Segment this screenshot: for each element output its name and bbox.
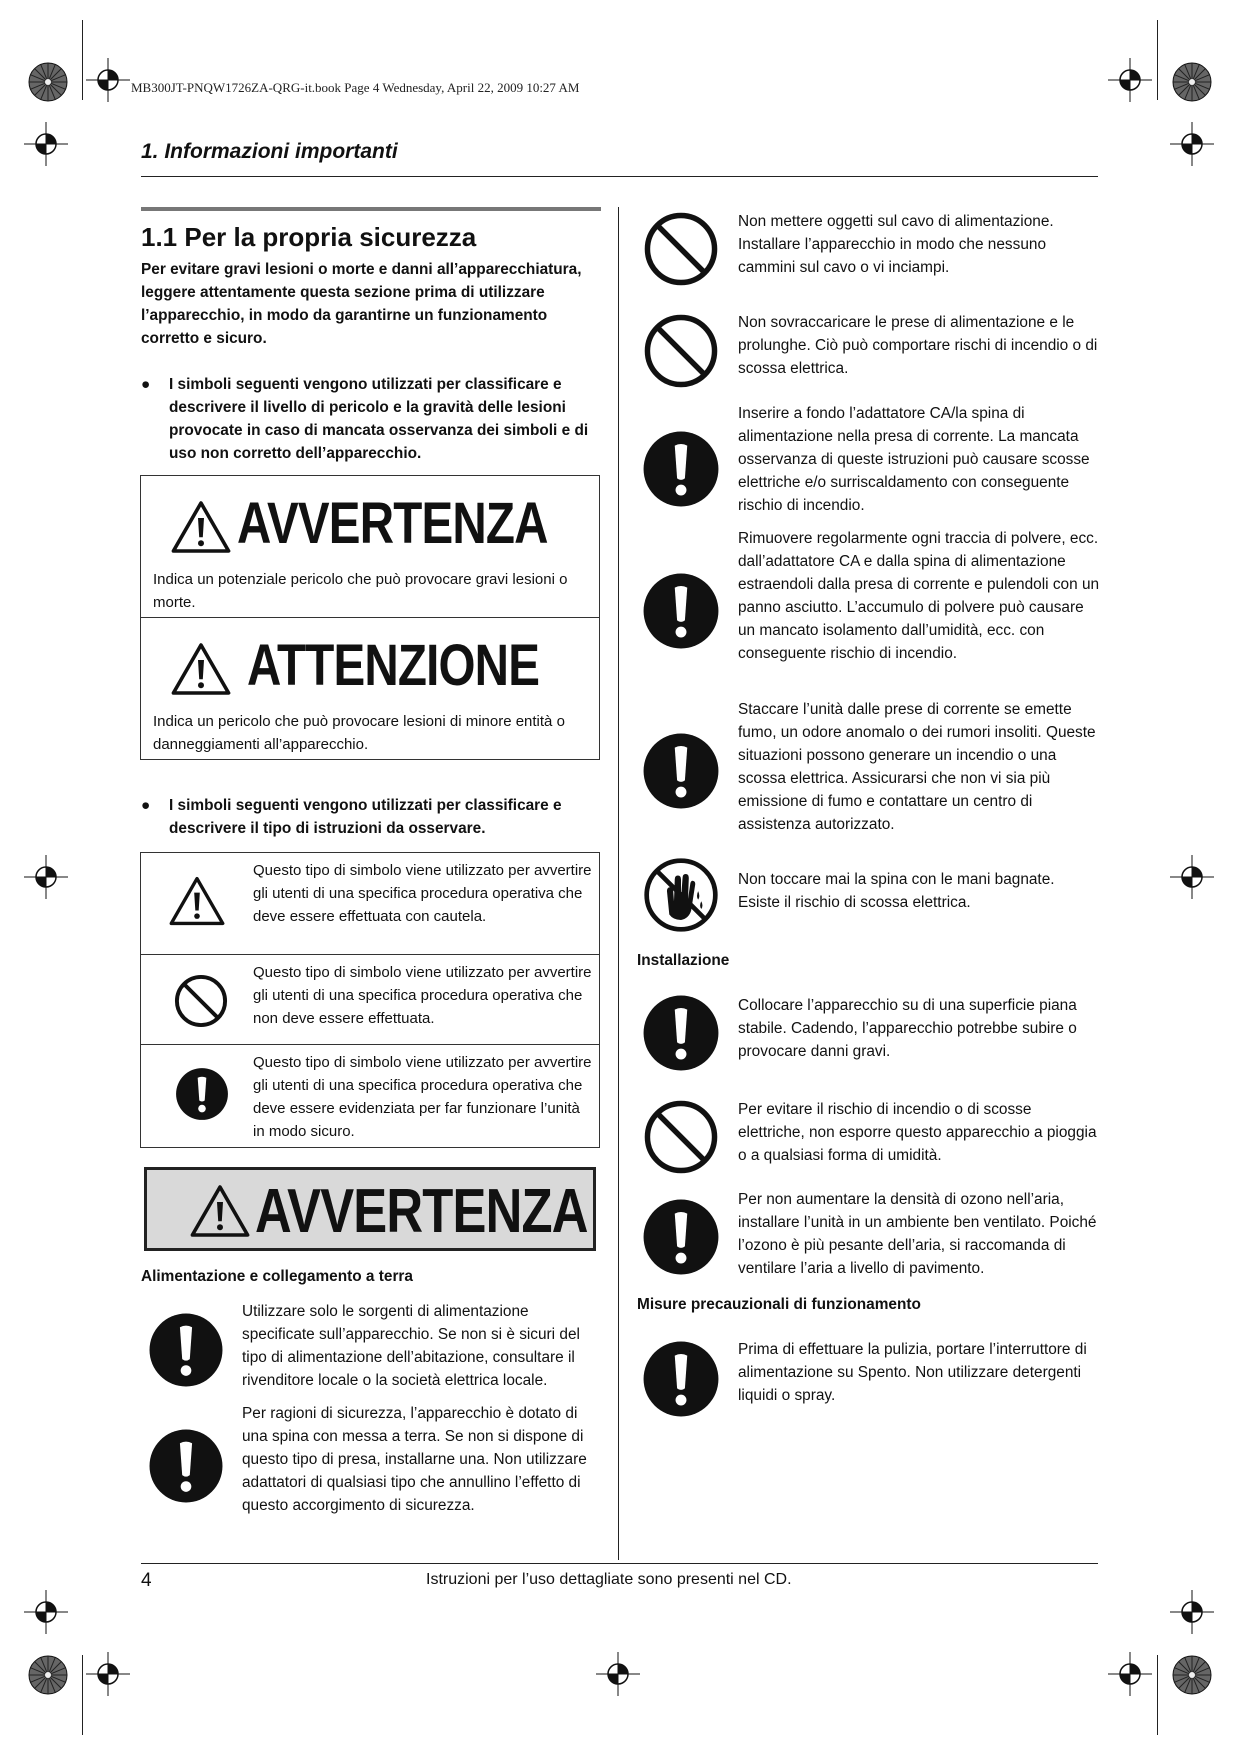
table-row	[140, 1044, 600, 1148]
power-item-text: Per ragioni di sicurezza, l’apparecchio è dotato di una spina con messa a terra. Se non si dispone di questo tipo di presa, installarne una. Non utilizzare adattatori di qualsiasi tipo che annullino l’effetto di questo accorgimento di sicurezza.	[242, 1405, 587, 1514]
bullet-dot: ●	[141, 797, 151, 814]
registration-mark-icon	[1108, 1652, 1152, 1696]
section-title: 1.1 Per la propria sicurezza	[141, 222, 477, 252]
bullet-dot: ●	[141, 376, 151, 393]
color-target-icon	[28, 1655, 68, 1695]
no-wet-hands-icon	[642, 856, 720, 934]
mandatory-icon	[642, 994, 720, 1072]
symbol-table	[140, 852, 600, 1148]
header-rule	[141, 176, 1098, 177]
installation-item-text: Collocare l’apparecchio su di una superficie piana stabile. Cadendo, l’apparecchio potrebbe subire o provocare danni gravi.	[738, 997, 1077, 1060]
chapter-title: 1. Informazioni importanti	[141, 140, 398, 163]
page-number: 4	[141, 1570, 152, 1591]
power-item-text: Utilizzare solo le sorgenti di alimentazione specificate sull’apparecchio. Se non si è sicuri del tipo di alimentazione dell’abitazione, consultare il rivenditore locale o la società elettrica locale.	[242, 1303, 580, 1389]
installation-item-text: Per evitare il rischio di incendio o di scosse elettriche, non esporre questo apparecchio a pioggia o a qualsiasi forma di umidità.	[738, 1101, 1097, 1164]
operation-heading: Misure precauzionali di funzionamento	[637, 1296, 921, 1313]
section-rule	[141, 207, 601, 211]
right-item-text: Non sovraccaricare le prese di alimentazione e le prolunghe. Ciò può comportare rischi di incendio o di scossa elettrica.	[738, 314, 1098, 377]
registration-mark-icon	[1170, 122, 1214, 166]
warning-banner	[144, 1167, 596, 1251]
warning-triangle-icon	[169, 875, 225, 927]
signal-word-warning-box	[140, 475, 600, 618]
registration-mark-icon	[24, 855, 68, 899]
section-intro: Per evitare gravi lesioni o morte e danni all’apparecchiatura, leggere attentamente questa sezione prima di utilizzare l’apparecchio, in modo da garantirne un funzionamento corretto e sicuro.	[141, 261, 582, 347]
crop-mark	[1157, 20, 1158, 100]
registration-mark-icon	[24, 1590, 68, 1634]
registration-mark-icon	[1170, 1590, 1214, 1634]
mandatory-icon	[148, 1428, 224, 1504]
color-target-icon	[28, 62, 68, 102]
installation-heading: Installazione	[637, 952, 730, 969]
symbol-description: Questo tipo di simbolo viene utilizzato per avvertire gli utenti di una specifica procedura operativa che non deve essere effettuata.	[253, 964, 592, 1027]
footer-note: Istruzioni per l’uso dettagliate sono presenti nel CD.	[426, 1571, 792, 1588]
registration-mark-icon	[1170, 855, 1214, 899]
mandatory-icon	[175, 1067, 229, 1121]
table-row	[140, 954, 600, 1045]
warning-triangle-icon	[171, 500, 231, 554]
table-row	[140, 852, 600, 955]
symbol-description: Questo tipo di simbolo viene utilizzato per avvertire gli utenti di una specifica procedura operativa che deve essere evidenziata per far funzionare l’unità in modo sicuro.	[253, 1054, 592, 1140]
bullet-1	[141, 373, 601, 468]
crop-mark	[82, 20, 83, 100]
bullet-text: I simboli seguenti vengono utilizzati per classificare e descrivere il tipo di istruzioni da osservare.	[169, 797, 562, 837]
signal-word-caution-box	[140, 617, 600, 760]
mandatory-icon	[642, 1198, 720, 1276]
crop-mark	[82, 1655, 83, 1735]
symbol-description: Questo tipo di simbolo viene utilizzato per avvertire gli utenti di una specifica procedura operativa che deve essere effettuata con cautela.	[253, 862, 592, 925]
registration-mark-icon	[86, 58, 130, 102]
warning-banner-word: AVVERTENZA	[255, 1177, 588, 1246]
prohibition-icon	[173, 973, 229, 1029]
signal-description: Indica un potenziale pericolo che può provocare gravi lesioni o morte.	[153, 571, 568, 611]
footer-rule	[141, 1563, 1098, 1564]
color-target-icon	[1172, 62, 1212, 102]
registration-mark-icon	[596, 1652, 640, 1696]
color-target-icon	[1172, 1655, 1212, 1695]
warning-triangle-icon	[189, 1184, 251, 1238]
right-item-text: Non toccare mai la spina con le mani bagnate. Esiste il rischio di scossa elettrica.	[738, 871, 1055, 911]
right-item-text: Non mettere oggetti sul cavo di alimentazione. Installare l’apparecchio in modo che nessuno cammini sul cavo o vi inciampi.	[738, 213, 1054, 276]
mandatory-icon	[642, 1340, 720, 1418]
warning-triangle-icon	[171, 642, 231, 696]
signal-word: ATTENZIONE	[247, 633, 540, 698]
mandatory-icon	[148, 1312, 224, 1388]
column-divider	[618, 207, 619, 1560]
signal-word: AVVERTENZA	[237, 491, 548, 556]
right-item-text: Inserire a fondo l’adattatore CA/la spina di alimentazione nella presa di corrente. La mancata osservanza di queste istruzioni può causare scosse elettriche e/o surriscaldamento con conseguente rischio di incendio.	[738, 405, 1090, 514]
registration-mark-icon	[1108, 58, 1152, 102]
operation-item-text: Prima di effettuare la pulizia, portare l’interruttore di alimentazione su Spento. Non utilizzare detergenti liquidi o spray.	[738, 1341, 1087, 1404]
registration-mark-icon	[86, 1652, 130, 1696]
power-section-heading: Alimentazione e collegamento a terra	[141, 1268, 413, 1285]
installation-item-text: Per non aumentare la densità di ozono nell’aria, installare l’unità in un ambiente ben ventilato. Poiché l’ozono è più pesante dell’aria, si raccomanda di ventilare l’aria a livello di pavimento.	[738, 1191, 1097, 1277]
signal-description: Indica un pericolo che può provocare lesioni di minore entità o danneggiamenti all’apparecchio.	[153, 713, 565, 753]
prohibition-icon	[642, 312, 720, 390]
mandatory-icon	[642, 430, 720, 508]
right-item-text: Rimuovere regolarmente ogni traccia di polvere, ecc. dall’adattatore CA e dalla spina di alimentazione estraendoli dalla presa di corrente e pulendoli con un panno asciutto. L’accumulo di polvere può causare un mancato isolamento dall’umidità, ecc. con conseguente rischio di incendio.	[738, 530, 1100, 662]
crop-mark	[1157, 1655, 1158, 1735]
right-item-text: Staccare l’unità dalle prese di corrente se emette fumo, un odore anomalo o dei rumori insoliti. Queste situazioni possono generare un incendio o una scossa elettrica. Assicurarsi che non vi sia più emissione di fumo e contattare un centro di assistenza autorizzato.	[738, 701, 1096, 833]
prohibition-icon	[642, 1098, 720, 1176]
bullet-text: I simboli seguenti vengono utilizzati per classificare e descrivere il livello di pericolo e la gravità delle lesioni provocate in caso di mancata osservanza dei simboli e di uso non corretto dell’apparecchio.	[169, 376, 589, 462]
registration-mark-icon	[24, 122, 68, 166]
file-info: MB300JT-PNQW1726ZA-QRG-it.book Page 4 Wednesday, April 22, 2009 10:27 AM	[131, 80, 580, 95]
mandatory-icon	[642, 732, 720, 810]
bullet-2	[141, 794, 601, 842]
prohibition-icon	[642, 210, 720, 288]
mandatory-icon	[642, 572, 720, 650]
